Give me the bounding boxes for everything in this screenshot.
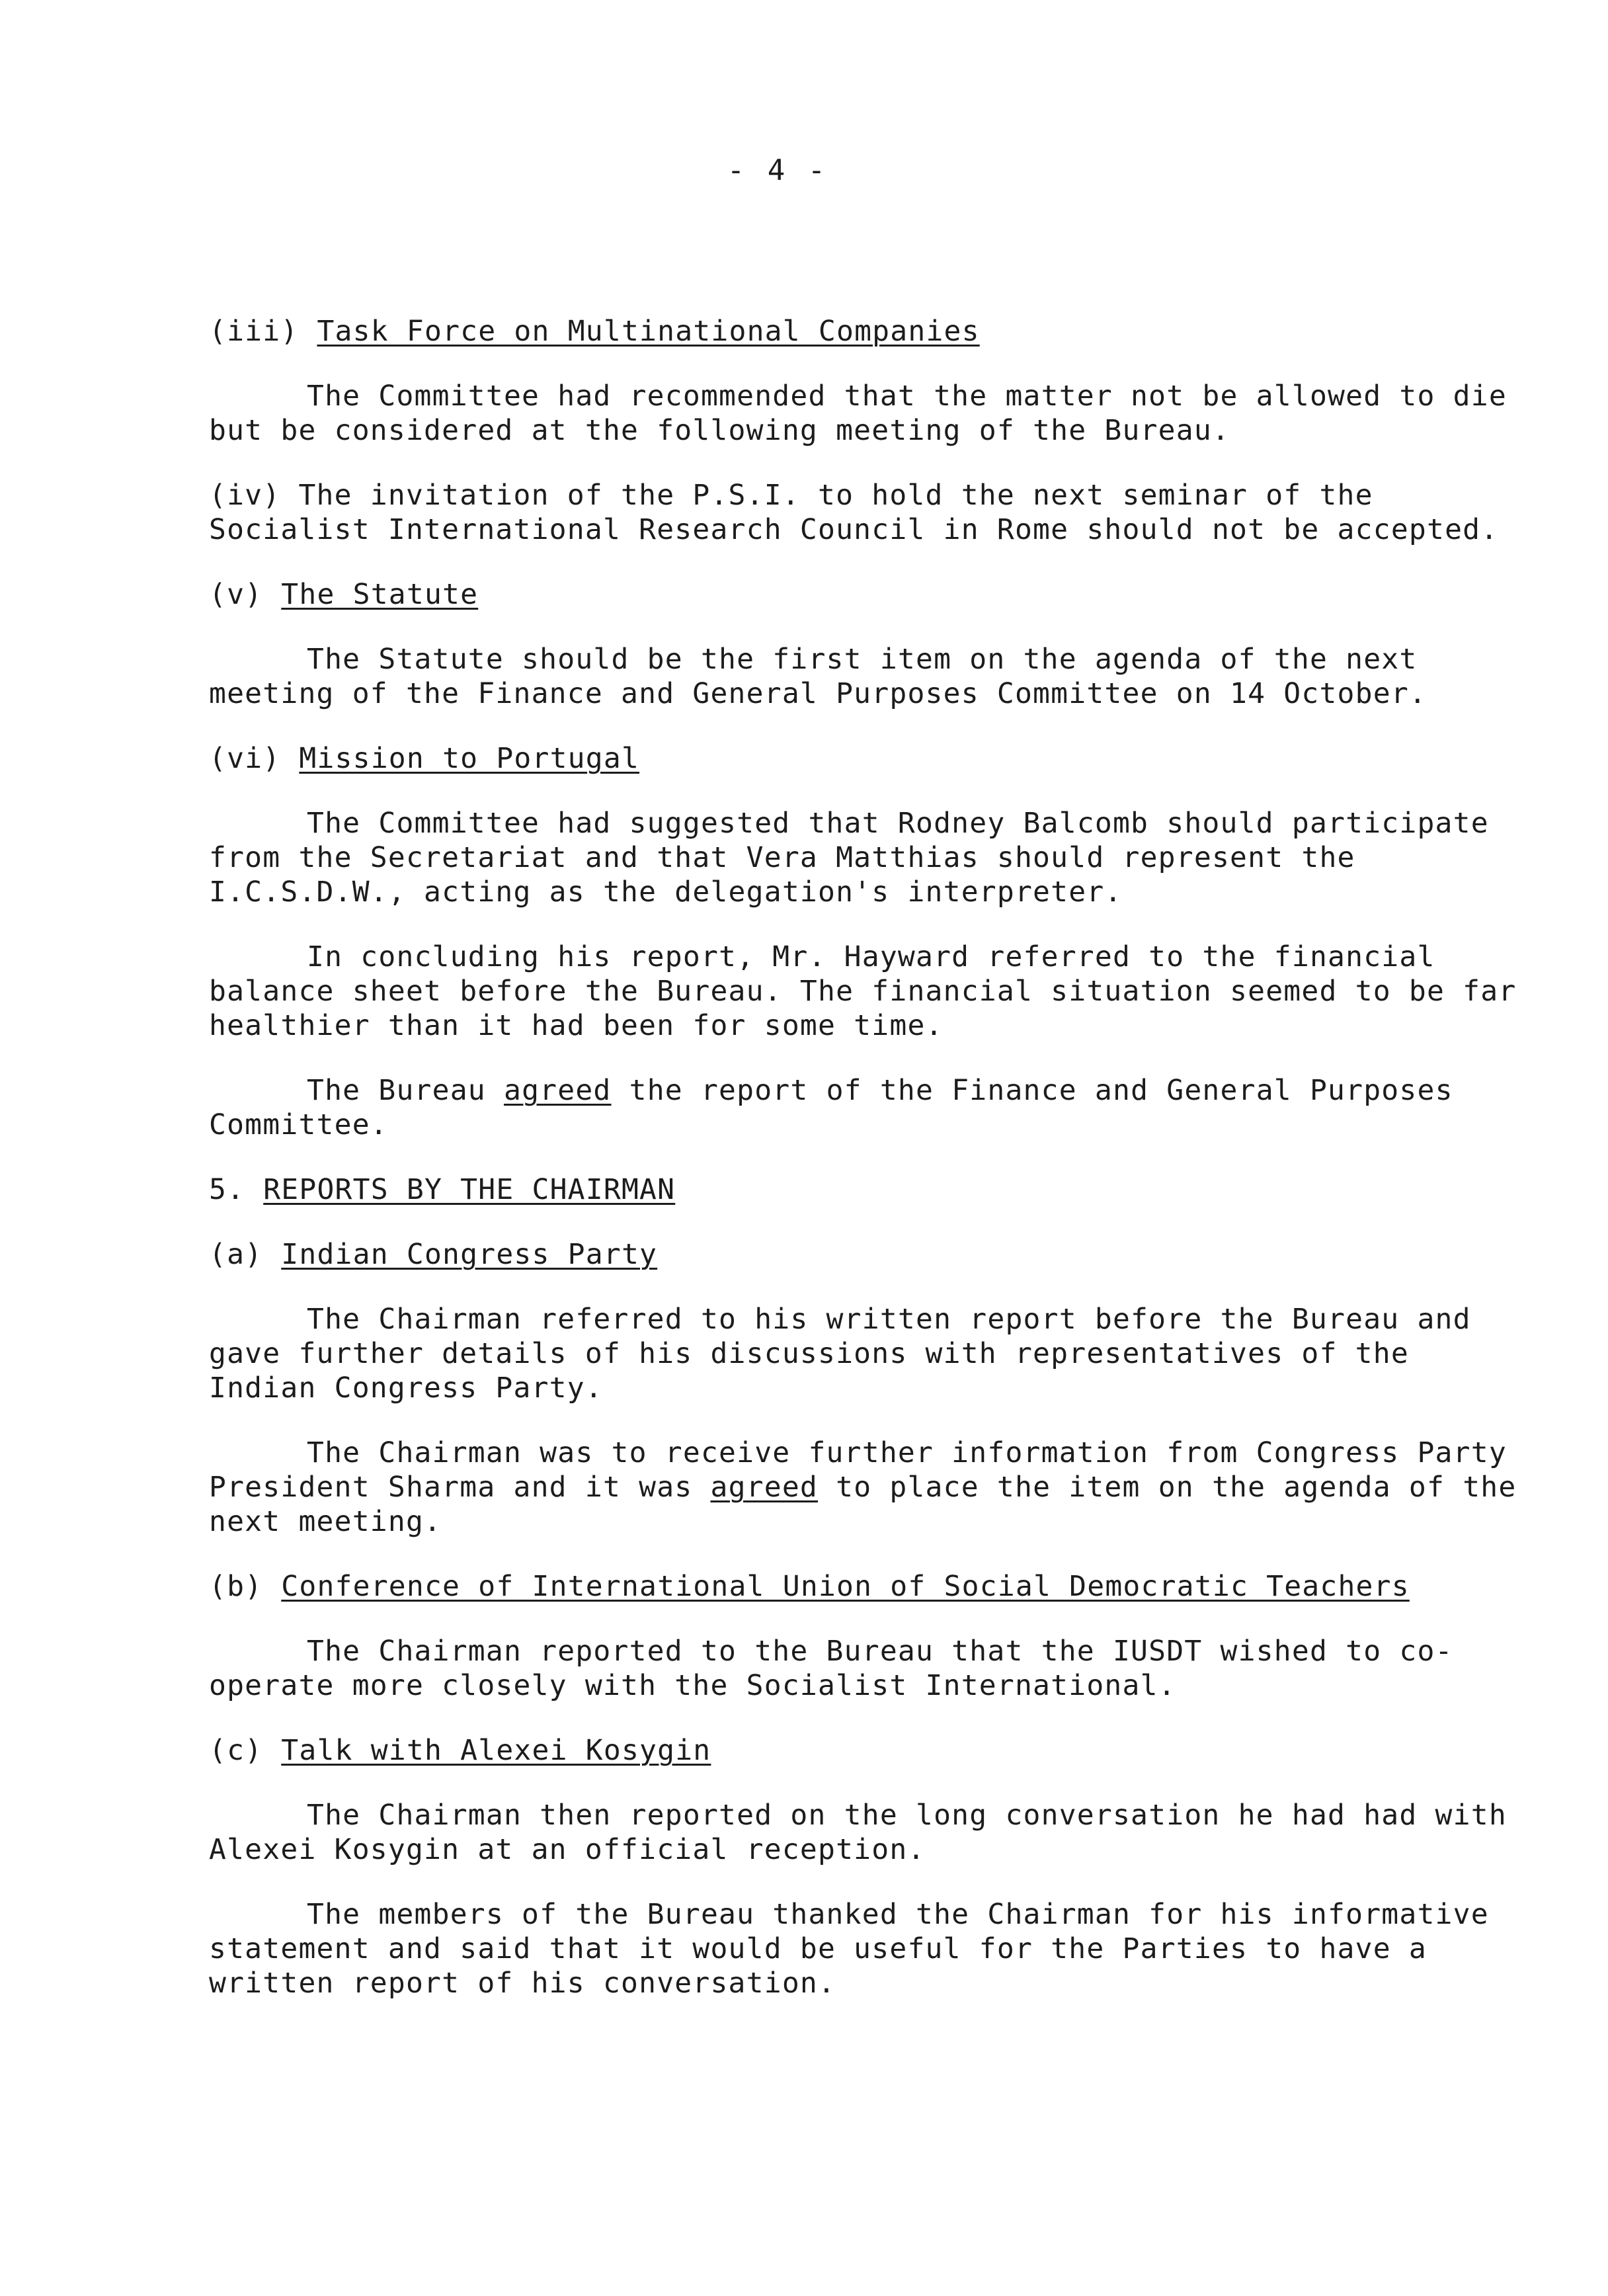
agreed-word: agreed: [503, 1074, 612, 1107]
section-title: REPORTS BY THE CHAIRMAN: [263, 1173, 676, 1206]
heading-iusdt-conference: [209, 1569, 1518, 1604]
item-title: Task Force on Multinational Companies: [317, 315, 980, 348]
heading-section-5: [209, 1172, 1518, 1207]
item-title: Conference of International Union of Social Democratic Teachers: [281, 1570, 1410, 1603]
heading-mission-portugal: [209, 741, 1518, 776]
paragraph-statute: The Statute should be the first item on the agenda of the next meeting of the Finance and General Purposes Committee on 14 October.: [209, 643, 1427, 710]
item-title: Talk with Alexei Kosygin: [281, 1734, 711, 1767]
paragraph-psi-invitation: (iv) The invitation of the P.S.I. to hold the next seminar of the Socialist International Research Council in Rome should not be accepted.: [209, 479, 1499, 546]
item-title: Indian Congress Party: [281, 1238, 658, 1271]
item-label: (a): [209, 1238, 263, 1271]
heading-task-force: [209, 314, 1518, 348]
item-label: (v): [209, 578, 263, 611]
section-number: 5.: [209, 1173, 245, 1206]
heading-indian-congress: [209, 1237, 1518, 1272]
text-fragment: The Chairman was to receive further information from Congress Party President Sharma and it was: [209, 1436, 1507, 1504]
heading-kosygin: [209, 1733, 1518, 1768]
text-fragment: the report of the Finance and General Purposes Committee.: [209, 1074, 1453, 1141]
paragraph-bureau-agreed: [209, 1073, 1518, 1142]
paragraph-task-force: The Committee had recommended that the matter not be allowed to die but be considered at the following meeting of the Bureau.: [209, 380, 1507, 447]
page-number: - 4 -: [727, 153, 828, 187]
agreed-word: agreed: [710, 1471, 819, 1504]
text-fragment: to place the item on the agenda of the next meeting.: [209, 1471, 1517, 1538]
heading-statute: [209, 577, 1518, 612]
item-title: Mission to Portugal: [299, 742, 640, 775]
text-fragment: The Bureau: [307, 1074, 504, 1107]
item-label: (iii): [209, 315, 299, 348]
document-body: [209, 314, 1518, 2031]
item-label: (vi): [209, 742, 281, 775]
item-label: (c): [209, 1734, 263, 1767]
paragraph-indian-congress-1: The Chairman referred to his written report before the Bureau and gave further details of his discussions with representatives of the Indian Congress Party.: [209, 1303, 1471, 1405]
paragraph-mission-portugal: The Committee had suggested that Rodney Balcomb should participate from the Secretariat and that Vera Matthias should represent the I.C.S.D.W., acting as the delegation's interpreter.: [209, 807, 1489, 909]
paragraph-indian-congress-2: [209, 1436, 1518, 1539]
paragraph-iusdt: The Chairman reported to the Bureau that the IUSDT wished to co-operate more closely with the Socialist International.: [209, 1635, 1453, 1702]
item-label: (b): [209, 1570, 263, 1603]
item-title: The Statute: [281, 578, 479, 611]
paragraph-kosygin-2: The members of the Bureau thanked the Chairman for his informative statement and said that it would be useful for the Parties to have a written report of his conversation.: [209, 1898, 1489, 2000]
paragraph-concluding: In concluding his report, Mr. Hayward referred to the financial balance sheet before the Bureau. The financial situation seemed to be far healthier than it had been for some time.: [209, 940, 1517, 1042]
paragraph-kosygin-1: The Chairman then reported on the long conversation he had had with Alexei Kosygin at an official reception.: [209, 1799, 1507, 1866]
